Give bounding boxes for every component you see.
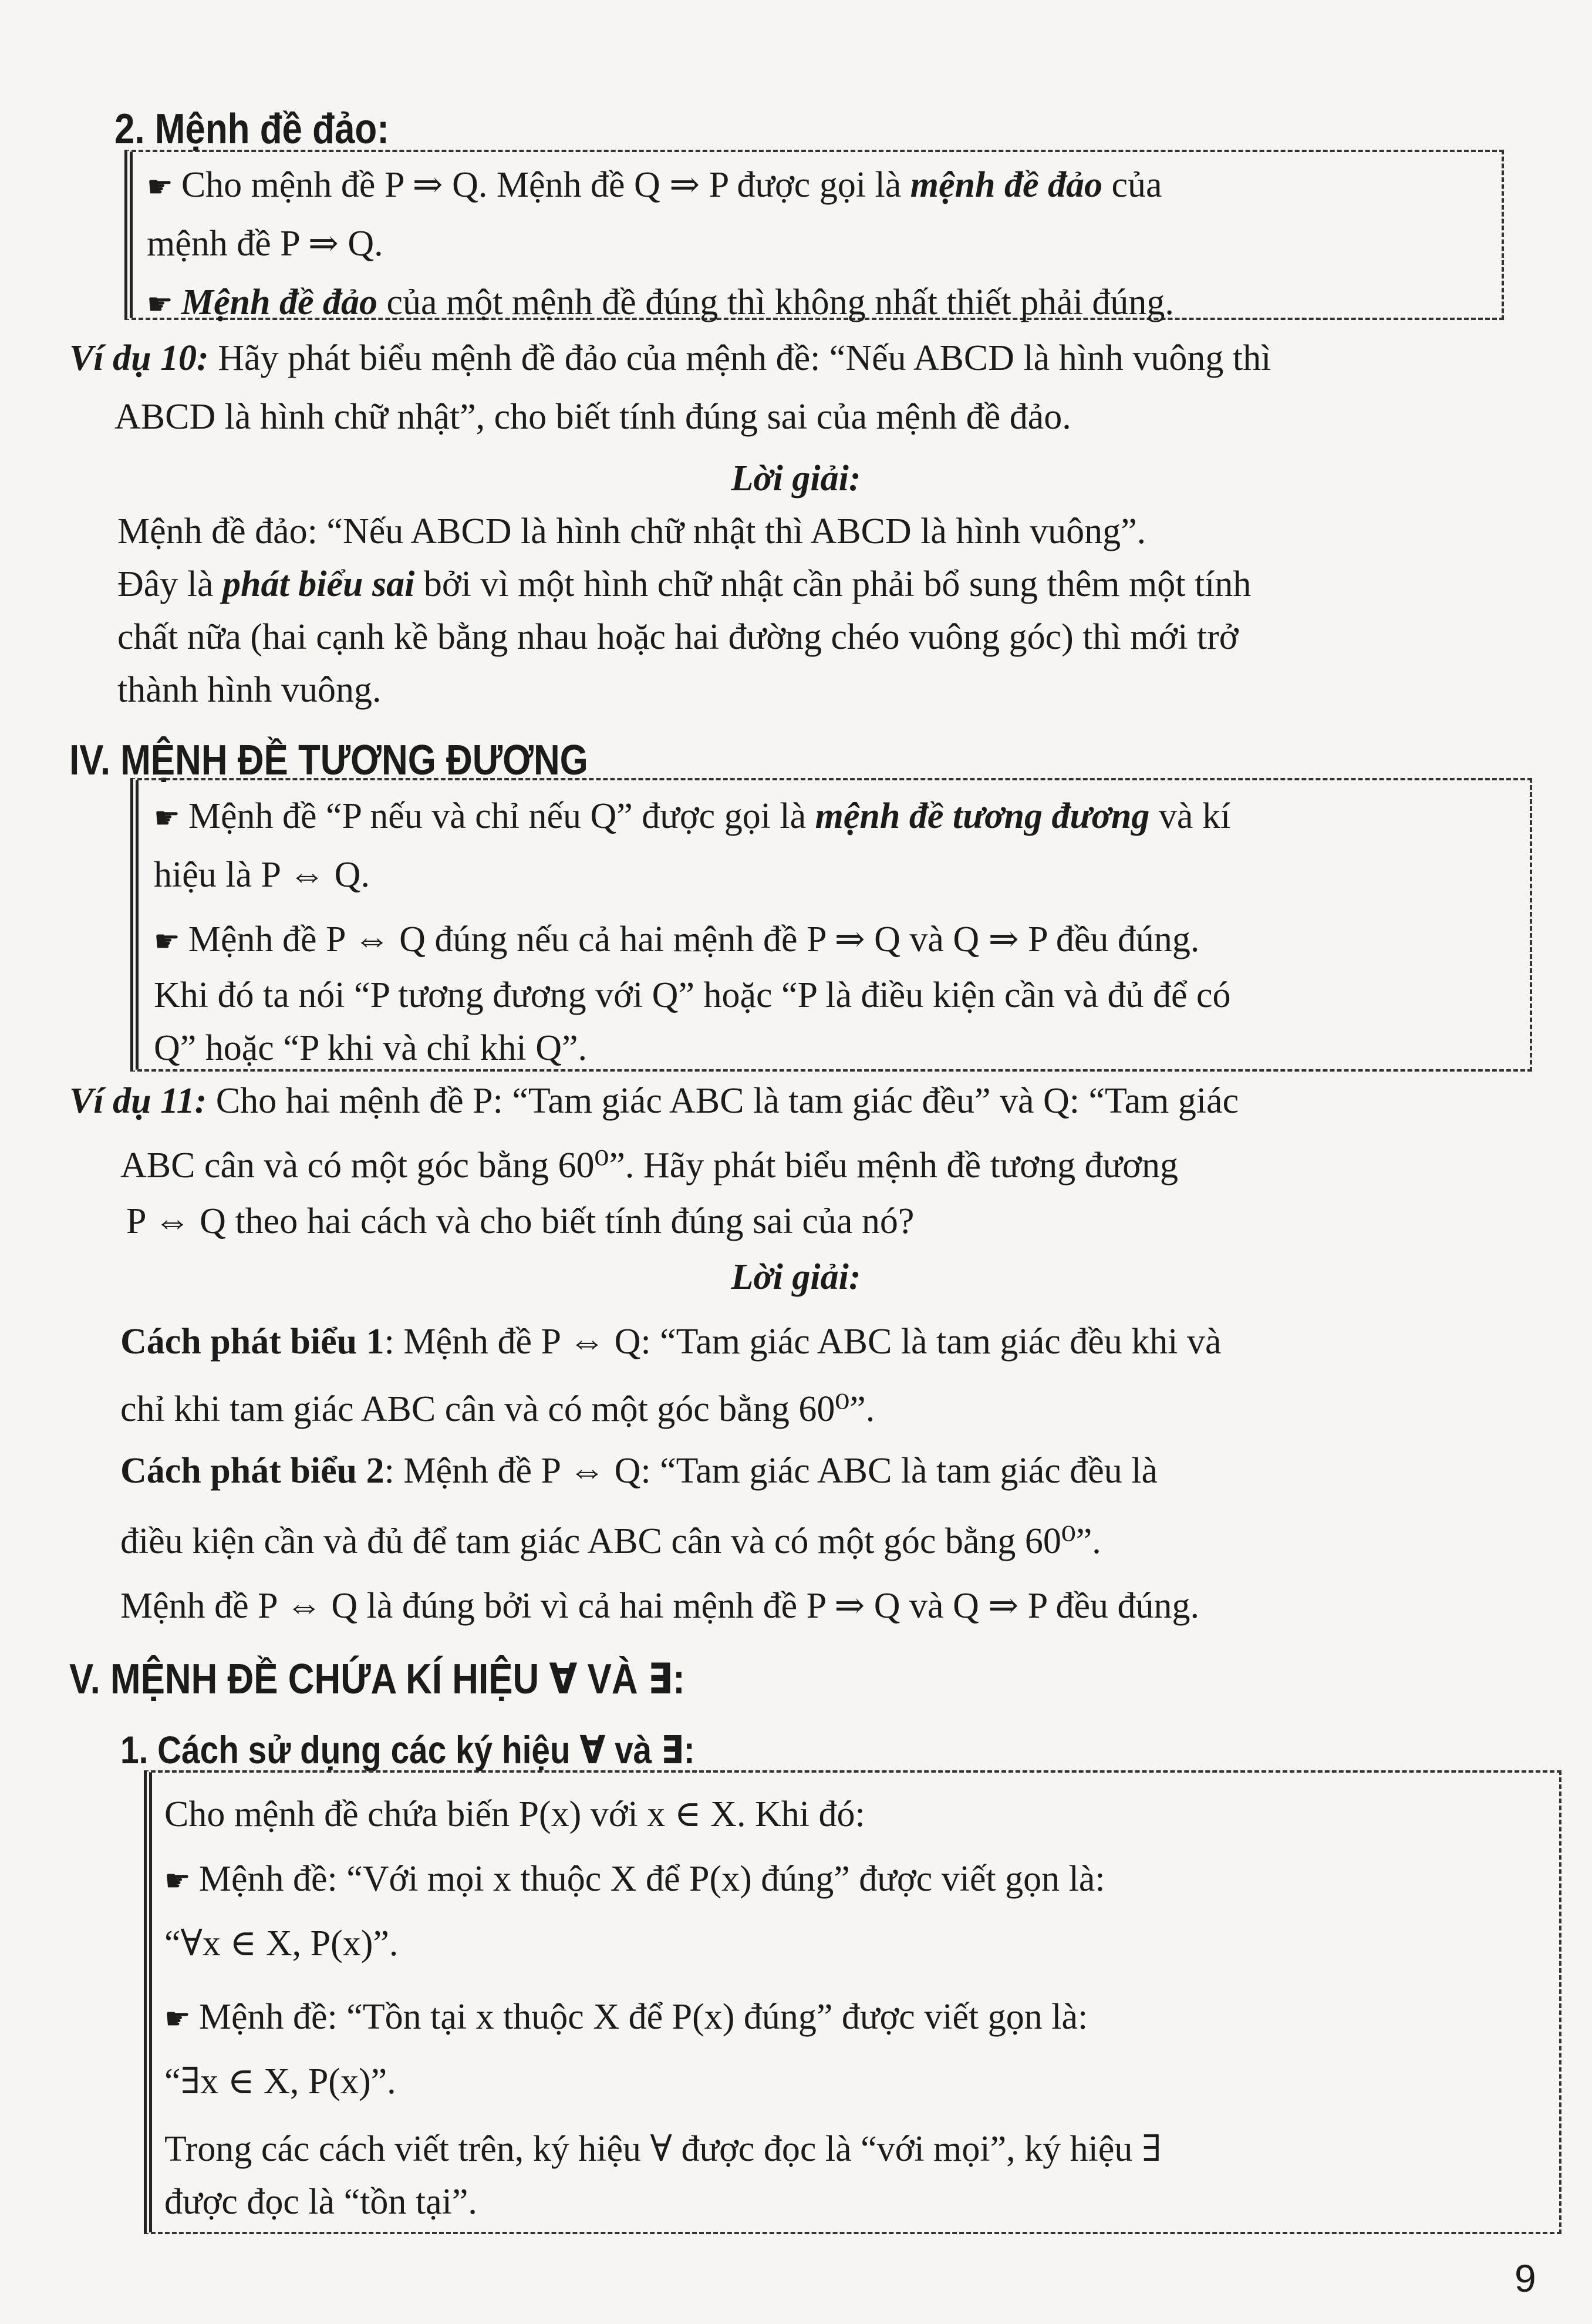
equivalence-box-line-2: hiệu là P ⇔ Q.: [154, 855, 370, 895]
example-10-line-2: ABCD là hình chữ nhật”, cho biết tính đúng sai của mệnh đề đảo.: [114, 397, 1071, 437]
equivalence-box-line-4: Khi đó ta nói “P tương đương với Q” hoặc “P là điều kiện cần và đủ để có: [154, 975, 1231, 1015]
example-10-line-1: Ví dụ 10: Hãy phát biểu mệnh đề đảo của mệnh đề: “Nếu ABCD là hình vuông thì: [69, 338, 1271, 378]
quantifier-box-line-6: Trong các cách viết trên, ký hiệu ∀ được đọc là “với mọi”, ký hiệu ∃: [164, 2129, 1162, 2169]
pointing-hand-icon: ☛: [147, 170, 173, 204]
example-11-line-3: P ⇔ Q theo hai cách và cho biết tính đúng sai của nó?: [126, 1201, 915, 1241]
converse-box-line-2: mệnh đề P ⇒ Q.: [147, 224, 383, 264]
quantifier-box-line-2: ☛ Mệnh đề: “Với mọi x thuộc X để P(x) đúng” được viết gọn là:: [164, 1859, 1105, 1899]
example-10-solution-heading: Lời giải:: [731, 459, 861, 499]
example-10-solution-line-2: Đây là phát biểu sai bởi vì một hình chữ nhật cần phải bổ sung thêm một tính: [117, 564, 1252, 604]
example-11-method-2-line-1: Cách phát biểu 2: Mệnh đề P ⇔ Q: “Tam giác ABC là tam giác đều là: [120, 1451, 1158, 1491]
quantifier-box-line-7: được đọc là “tồn tại”.: [164, 2182, 477, 2222]
pointing-hand-icon: ☛: [147, 287, 173, 321]
example-10-solution-line-1: Mệnh đề đảo: “Nếu ABCD là hình chữ nhật thì ABCD là hình vuông”.: [117, 511, 1146, 551]
pointing-hand-icon: ☛: [154, 924, 180, 958]
example-11-method-2-line-2: điều kiện cần và đủ để tam giác ABC cân và có một góc bằng 60⁰”.: [120, 1521, 1101, 1561]
equivalence-box-line-5: Q” hoặc “P khi và chỉ khi Q”.: [154, 1028, 588, 1068]
section-v-subheading: 1. Cách sử dụng các ký hiệu ∀ và ∃:: [120, 1728, 695, 1771]
pointing-hand-icon: ☛: [154, 801, 180, 835]
converse-box-line-3: ☛ Mệnh đề đảo của một mệnh đề đúng thì không nhất thiết phải đúng.: [147, 282, 1174, 322]
equivalence-box-line-1: ☛ Mệnh đề “P nếu và chỉ nếu Q” được gọi là mệnh đề tương đương và kí: [154, 796, 1231, 836]
quantifier-box-line-1: Cho mệnh đề chứa biến P(x) với x ∈ X. Khi đó:: [164, 1794, 865, 1834]
example-11-solution-heading: Lời giải:: [731, 1257, 861, 1297]
page-number: 9: [1515, 2256, 1536, 2300]
section-v-heading: V. MỆNH ĐỀ CHỨA KÍ HIỆU ∀ VÀ ∃:: [69, 1656, 685, 1703]
equivalence-box-line-3: ☛ Mệnh đề P ⇔ Q đúng nếu cả hai mệnh đề P ⇒ Q và Q ⇒ P đều đúng.: [154, 920, 1200, 959]
example-11-method-1-line-2: chỉ khi tam giác ABC cân và có một góc bằng 60⁰”.: [120, 1389, 875, 1429]
quantifier-box-line-4: ☛ Mệnh đề: “Tồn tại x thuộc X để P(x) đúng” được viết gọn là:: [164, 1997, 1088, 2037]
example-10-solution-line-3: chất nữa (hai cạnh kề bằng nhau hoặc hai đường chéo vuông góc) thì mới trở: [117, 617, 1239, 657]
quantifier-box-line-5: “∃x ∈ X, P(x)”.: [164, 2062, 396, 2101]
example-11-line-2: ABC cân và có một góc bằng 60⁰”. Hãy phát biểu mệnh đề tương đương: [120, 1146, 1178, 1185]
pointing-hand-icon: ☛: [164, 1864, 191, 1898]
converse-box-line-1: ☛ Cho mệnh đề P ⇒ Q. Mệnh đề Q ⇒ P được gọi là mệnh đề đảo của: [147, 165, 1162, 205]
quantifier-box-line-3: “∀x ∈ X, P(x)”.: [164, 1924, 399, 1963]
example-11-line-1: Ví dụ 11: Cho hai mệnh đề P: “Tam giác ABC là tam giác đều” và Q: “Tam giác: [69, 1081, 1239, 1121]
section-iv-heading: IV. MỆNH ĐỀ TƯƠNG ĐƯƠNG: [69, 737, 588, 784]
pointing-hand-icon: ☛: [164, 2002, 191, 2036]
example-11-method-1-line-1: Cách phát biểu 1: Mệnh đề P ⇔ Q: “Tam giác ABC là tam giác đều khi và: [120, 1322, 1222, 1362]
example-11-conclusion: Mệnh đề P ⇔ Q là đúng bởi vì cả hai mệnh đề P ⇒ Q và Q ⇒ P đều đúng.: [120, 1586, 1199, 1626]
section-2-heading: 2. Mệnh đề đảo:: [114, 106, 389, 153]
example-10-solution-line-4: thành hình vuông.: [117, 670, 382, 710]
